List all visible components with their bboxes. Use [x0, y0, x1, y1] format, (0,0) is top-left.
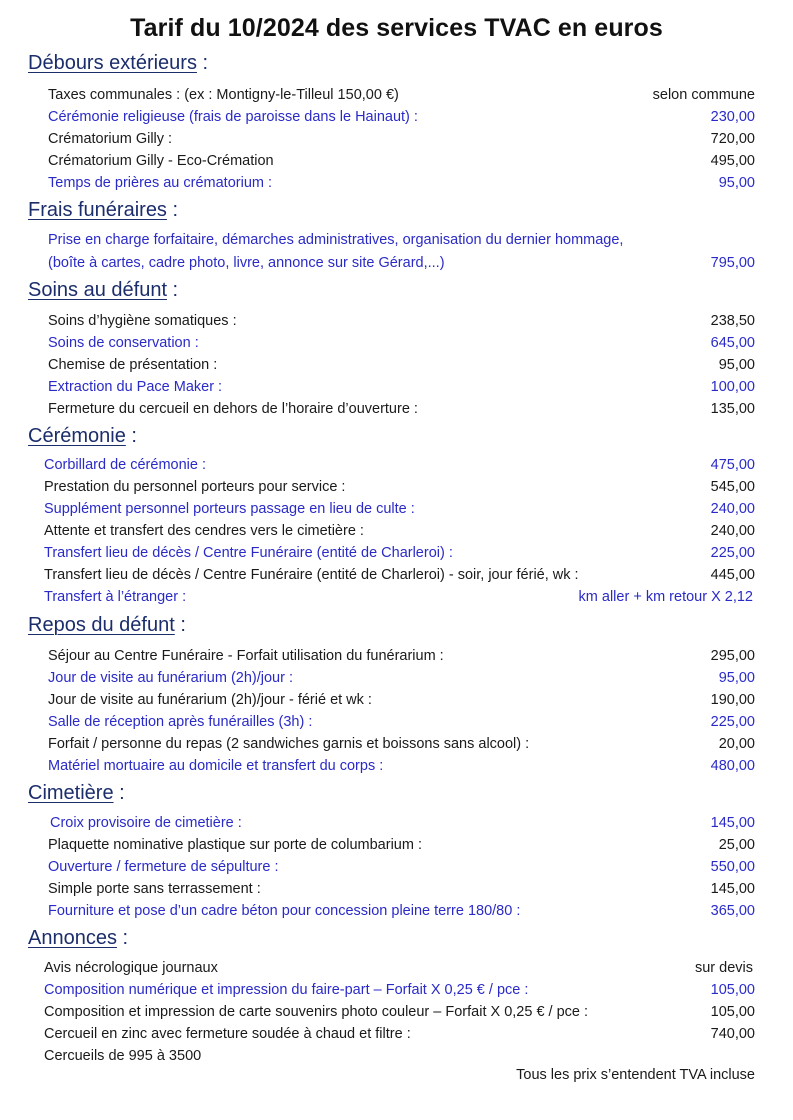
price-row: Fermeture du cercueil en dehors de l’horaire d’ouverture : 135,00 [48, 401, 755, 417]
section-heading: Cimetière : [28, 782, 125, 804]
price-row: Corbillard de cérémonie : 475,00 [44, 457, 755, 473]
price-row: Prise en charge forfaitaire, démarches administratives, organisation du dernier hommage, (boîte à cartes, cadre photo, livre, annonce sur site Gérard,...) 795,00 [48, 232, 755, 271]
price-row: Fourniture et pose d’un cadre béton pour concession pleine terre 180/80 : 365,00 [48, 903, 755, 919]
section-heading: Annonces : [28, 927, 129, 949]
price-row: Taxes communales : (ex : Montigny-le-Tilleul 150,00 €) selon commune [48, 87, 755, 103]
price-row: Jour de visite au funérarium (2h)/jour : 95,00 [48, 670, 755, 686]
price-row: Crématorium Gilly - Eco-Crémation 495,00 [48, 153, 755, 169]
price-row: Cercueil en zinc avec fermeture soudée à chaud et filtre : 740,00 [44, 1026, 755, 1042]
price-row: Transfert lieu de décès / Centre Funéraire (entité de Charleroi) : 225,00 [44, 545, 755, 561]
price-row: Croix provisoire de cimetière : 145,00 [50, 815, 755, 831]
price-row: Composition numérique et impression du faire-part – Forfait X 0,25 € / pce : 105,00 [44, 982, 755, 998]
price-row: Transfert lieu de décès / Centre Funéraire (entité de Charleroi) - soir, jour férié, wk : 445,00 [44, 567, 755, 583]
price-row: Supplément personnel porteurs passage en lieu de culte : 240,00 [44, 501, 755, 517]
price-row: Avis nécrologique journaux sur devis [44, 960, 753, 976]
price-row: Jour de visite au funérarium (2h)/jour - férié et wk : 190,00 [48, 692, 755, 708]
section-heading: Soins au défunt : [28, 279, 179, 301]
section-heading: Cérémonie : [28, 425, 137, 447]
price-row: Ouverture / fermeture de sépulture : 550,00 [48, 859, 755, 875]
price-row: Soins de conservation : 645,00 [48, 335, 755, 351]
price-row: Cercueils de 995 à 3500 [44, 1048, 202, 1064]
price-row: Simple porte sans terrassement : 145,00 [48, 881, 755, 897]
price-row: Forfait / personne du repas (2 sandwiches garnis et boissons sans alcool) : 20,00 [48, 736, 755, 752]
section-heading: Débours extérieurs : [28, 52, 209, 74]
section-heading: Frais funéraires : [28, 199, 179, 221]
price-row: Salle de réception après funérailles (3h) : 225,00 [48, 714, 755, 730]
price-row: Temps de prières au crématorium : 95,00 [48, 175, 755, 191]
price-row: Cérémonie religieuse (frais de paroisse dans le Hainaut) : 230,00 [48, 109, 755, 125]
price-row: Prestation du personnel porteurs pour service : 545,00 [44, 479, 755, 495]
vat-footnote: Tous les prix s’entendent TVA incluse [516, 1067, 755, 1083]
price-row: Séjour au Centre Funéraire - Forfait utilisation du funérarium : 295,00 [48, 648, 755, 664]
page-title: Tarif du 10/2024 des services TVAC en euros [130, 14, 663, 42]
price-row: Transfert à l’étranger : km aller + km retour X 2,12 [44, 589, 753, 605]
price-row: Plaquette nominative plastique sur porte de columbarium : 25,00 [48, 837, 755, 853]
price-row: Extraction du Pace Maker : 100,00 [48, 379, 755, 395]
price-row: Soins d’hygiène somatiques : 238,50 [48, 313, 755, 329]
price-row: Matériel mortuaire au domicile et transfert du corps : 480,00 [48, 758, 755, 774]
price-row: Composition et impression de carte souvenirs photo couleur – Forfait X 0,25 € / pce : 105,00 [44, 1004, 755, 1020]
section-heading: Repos du défunt : [28, 614, 186, 636]
price-row: Chemise de présentation : 95,00 [48, 357, 755, 373]
price-row: Crématorium Gilly : 720,00 [48, 131, 755, 147]
price-row: Attente et transfert des cendres vers le cimetière : 240,00 [44, 523, 755, 539]
